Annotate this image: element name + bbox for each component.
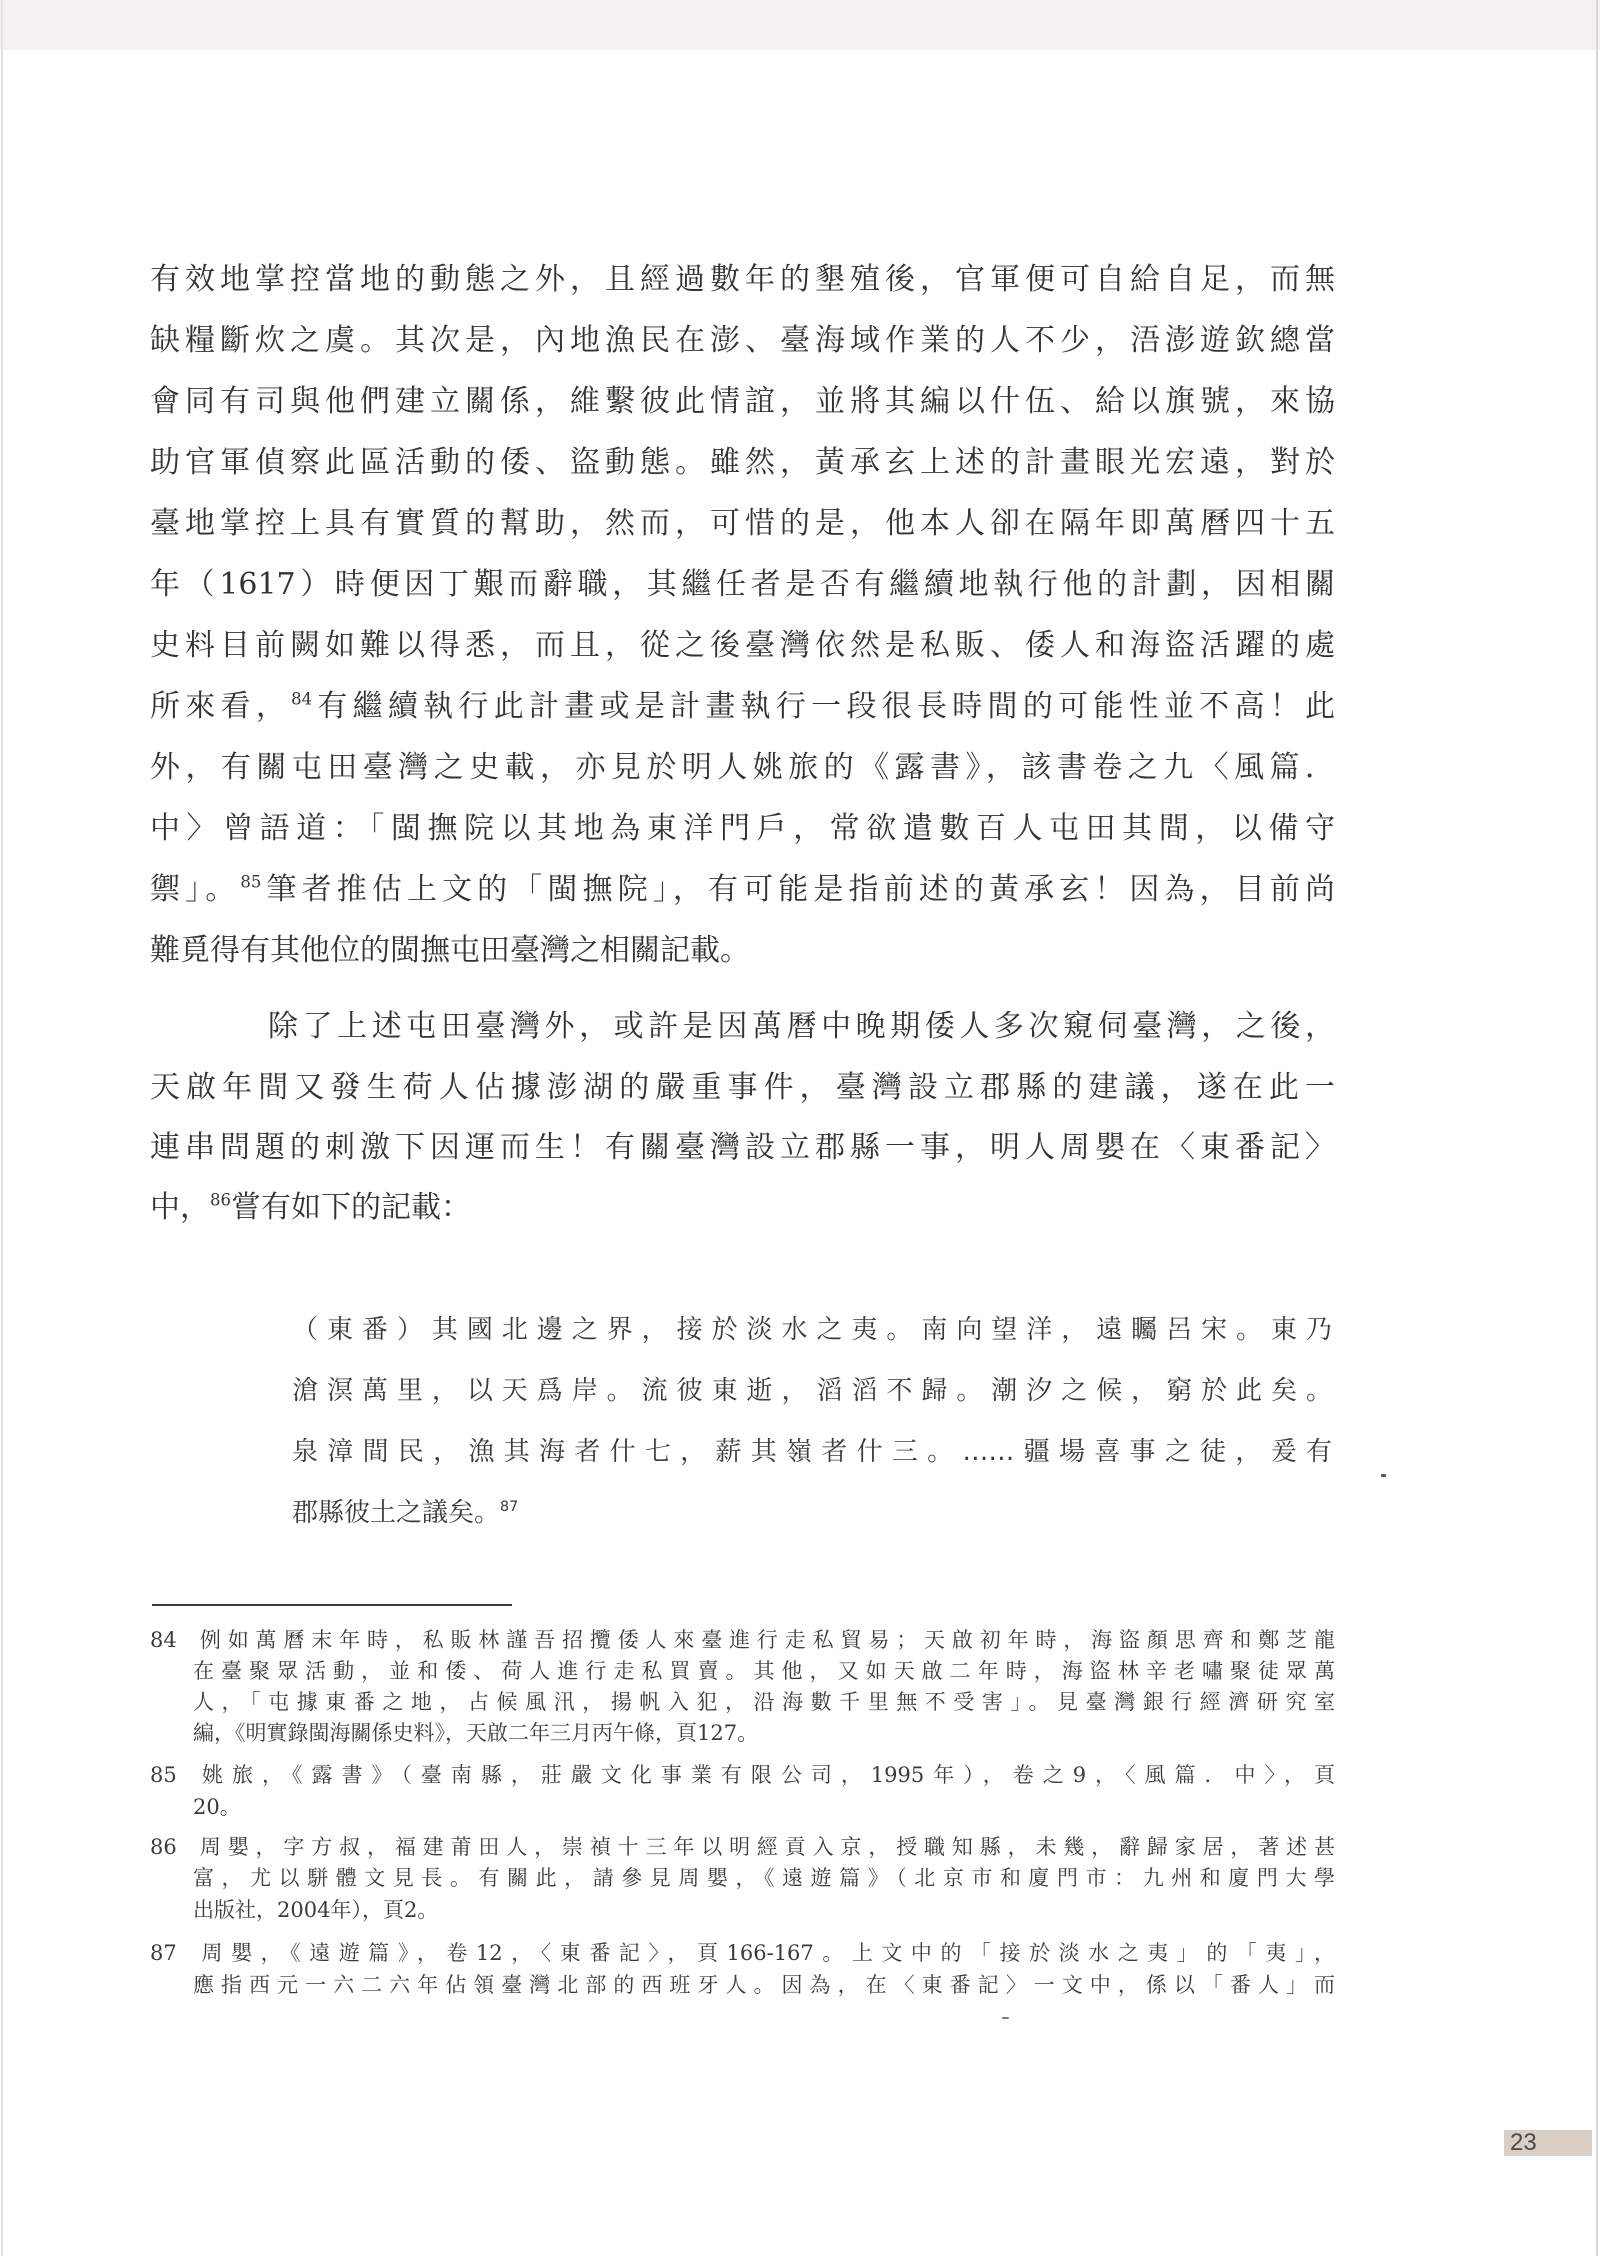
page-number-badge bbox=[1504, 2130, 1592, 2156]
footnote-number: 86 bbox=[150, 1835, 177, 1859]
body-line: 史料目前闕如難以得悉，而且，從之後臺灣依然是私販、倭人和海盜活躍的處 bbox=[150, 628, 1335, 663]
body-text: 有繼續執行此計畫或是計畫執行一段很長時間的可能性並不高！此 bbox=[312, 689, 1335, 724]
body-text: 嘗有如下的記載： bbox=[231, 1190, 471, 1225]
footnote-85 bbox=[150, 1761, 1335, 1789]
body-line: 臺地掌控上具有實質的幫助，然而，可惜的是，他本人卻在隔年即萬曆四十五 bbox=[150, 506, 1335, 541]
body-text: 禦」。 bbox=[150, 872, 241, 907]
footnote-line: 編，《明實錄閩海關係史料》，天啟二年三月丙午條，頁127。 bbox=[193, 1721, 759, 1745]
body-line: 外，有關屯田臺灣之史載，亦見於明人姚旅的《露書》，該書卷之九〈風篇． bbox=[150, 750, 1335, 785]
quote-text: 郡縣彼土之議矣。 bbox=[292, 1498, 501, 1528]
footnote-line: 應指西元一六二六年佔領臺灣北部的西班牙人。因為，在〈東番記〉一文中，係以「番人」而 bbox=[193, 1973, 1335, 1997]
quote-line: （東番）其國北邊之界，接於淡水之夷。南向望洋，遠矚呂宋。東乃 bbox=[292, 1315, 1332, 1345]
footnote-number: 85 bbox=[150, 1763, 177, 1787]
scan-speck bbox=[1381, 1474, 1386, 1477]
footnote-ref-87[interactable]: 87 bbox=[500, 1499, 519, 1515]
body-line: 難覓得有其他位的閩撫屯田臺灣之相關記載。 bbox=[150, 933, 750, 968]
body-line: 助官軍偵察此區活動的倭、盜動態。雖然，黃承玄上述的計畫眼光宏遠，對於 bbox=[150, 445, 1335, 480]
body-line: 有效地掌控當地的動態之外，且經過數年的墾殖後，官軍便可自給自足，而無 bbox=[150, 262, 1335, 297]
footnote-line: 人，「屯據東番之地，占候風汛，揚帆入犯，沿海數千里無不受害」。見臺灣銀行經濟研究室 bbox=[193, 1690, 1335, 1714]
body-line: 連串問題的刺激下因運而生！有關臺灣設立郡縣一事，明人周嬰在〈東番記〉 bbox=[150, 1130, 1335, 1165]
body-text: 筆者推估上文的「閩撫院」，有可能是指前述的黃承玄！因為，目前尚 bbox=[261, 872, 1335, 907]
footnote-line: 富，尤以駢體文見長。有關此，請參見周嬰，《遠遊篇》（北京市和廈門市：九州和廈門大學 bbox=[193, 1866, 1335, 1890]
quote-line bbox=[292, 1495, 1332, 1531]
body-line bbox=[150, 870, 1335, 910]
footnote-84 bbox=[150, 1626, 1335, 1654]
scan-edge-left bbox=[1, 0, 3, 2256]
footnote-number: 84 bbox=[150, 1628, 177, 1652]
page-number: 23 bbox=[1510, 2129, 1537, 2156]
body-line: 天啟年間又發生荷人佔據澎湖的嚴重事件，臺灣設立郡縣的建議，遂在此一 bbox=[150, 1070, 1335, 1105]
body-line: 年（1617）時便因丁艱而辭職，其繼任者是否有繼續地執行他的計劃，因相關 bbox=[150, 567, 1335, 602]
footnote-86 bbox=[150, 1833, 1335, 1861]
footnote-87 bbox=[150, 1939, 1335, 1967]
body-line: 中〉曾語道：「閩撫院以其地為東洋門戶，常欲遣數百人屯田其間，以備守 bbox=[150, 811, 1335, 846]
quote-line: 泉漳間民，漁其海者什七，薪其嶺者什三。……疆場喜事之徒，爰有 bbox=[292, 1437, 1332, 1467]
body-line: 除了上述屯田臺灣外，或許是因萬曆中晚期倭人多次窺伺臺灣，之後， bbox=[268, 1009, 1335, 1044]
footnote-text: 周嬰，字方叔，福建莆田人，崇禎十三年以明經貢入京，授職知縣，未幾，辭歸家居，著述甚 bbox=[193, 1835, 1335, 1859]
footnote-ref-86[interactable]: 86 bbox=[210, 1190, 231, 1210]
footnote-line: 出版社，2004年），頁2。 bbox=[193, 1898, 439, 1922]
body-line: 缺糧斷炊之虞。其次是，內地漁民在澎、臺海域作業的人不少，浯澎遊欽總當 bbox=[150, 323, 1335, 358]
header-band bbox=[0, 0, 1600, 50]
footnote-ref-85[interactable]: 85 bbox=[240, 872, 262, 892]
body-line bbox=[150, 687, 1335, 727]
footnote-line: 20。 bbox=[193, 1795, 241, 1819]
body-line bbox=[150, 1188, 1335, 1228]
quote-line: 滄溟萬里，以天爲岸。流彼東逝，滔滔不歸。潮汐之候，窮於此矣。 bbox=[292, 1376, 1332, 1406]
body-line: 會同有司與他們建立關係，維繫彼此情誼，並將其編以什伍、給以旗號，來協 bbox=[150, 384, 1335, 419]
body-text: 中， bbox=[150, 1190, 210, 1225]
footnote-text: 例如萬曆末年時，私販林謹吾招攬倭人來臺進行走私貿易；天啟初年時，海盜顏思齊和鄭芝龍 bbox=[193, 1628, 1335, 1652]
scan-speck bbox=[1002, 2017, 1009, 2019]
footnote-separator bbox=[152, 1604, 512, 1606]
footnote-number: 87 bbox=[150, 1941, 177, 1965]
footnote-ref-84[interactable]: 84 bbox=[291, 689, 313, 709]
scan-edge-right bbox=[1596, 0, 1598, 2256]
footnote-text: 姚旅，《露書》（臺南縣，莊嚴文化事業有限公司，1995年），卷之9，〈風篇．中〉，頁 bbox=[193, 1763, 1335, 1787]
footnote-line: 在臺聚眾活動，並和倭、荷人進行走私買賣。其他，又如天啟二年時，海盜林辛老嘯聚徒眾萬 bbox=[193, 1659, 1335, 1683]
footnote-text: 周嬰，《遠遊篇》，卷12，〈東番記〉，頁166-167。上文中的「接於淡水之夷」的「夷」， bbox=[193, 1941, 1335, 1965]
body-text: 所來看， bbox=[150, 689, 292, 724]
